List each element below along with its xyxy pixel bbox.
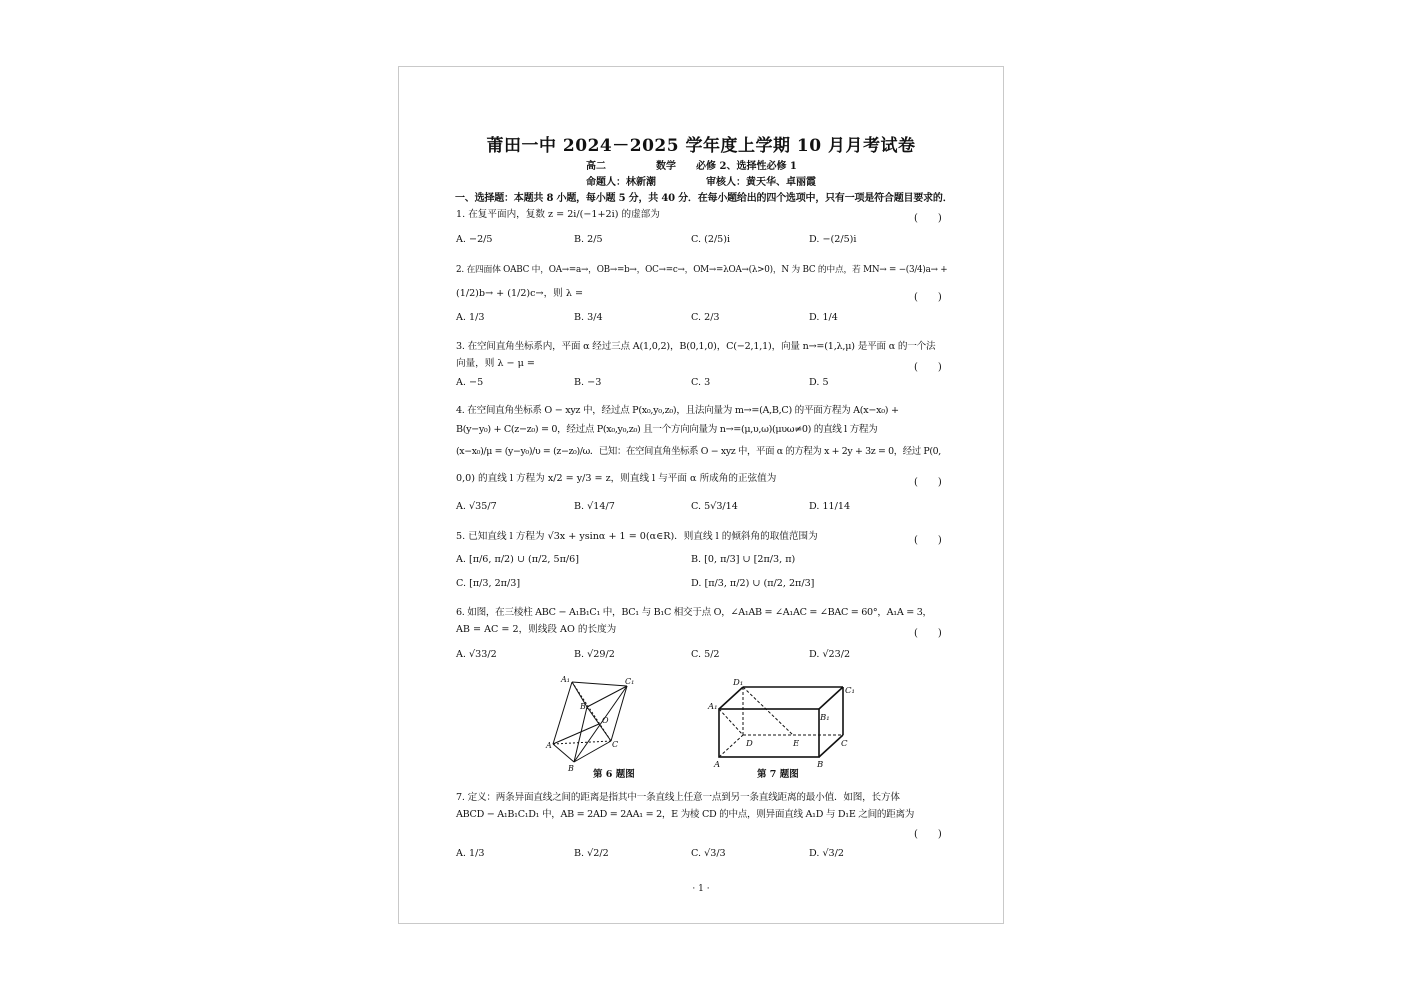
exam-page bbox=[398, 66, 1004, 924]
question-1-option-b: B. 2/5 bbox=[574, 234, 603, 245]
question-5-option-b: B. [0, π/3] ∪ [2π/3, π) bbox=[691, 554, 796, 565]
fig7-label-d: D bbox=[746, 739, 753, 749]
question-5-option-c: C. [π/3, 2π/3] bbox=[456, 578, 521, 589]
fig6-label-c: C bbox=[612, 740, 619, 749]
fig6-label-b: B bbox=[568, 764, 574, 772]
question-1-option-a: A. −2/5 bbox=[456, 234, 493, 245]
fig6-label-a: A bbox=[546, 741, 552, 750]
fig7-label-e: E bbox=[793, 739, 800, 749]
fig6-label-b1: B₁ bbox=[580, 702, 590, 711]
question-5-option-a: A. [π/6, π/2) ∪ (π/2, 5π/6] bbox=[456, 554, 580, 565]
question-7-option-a: A. 1/3 bbox=[456, 848, 485, 859]
answer-bracket: ( ) bbox=[914, 477, 942, 488]
question-7-line-2: ABCD − A₁B₁C₁D₁ 中，AB = 2AD = 2AA₁ = 2，E 为棱 CD 的中点，则异面直线 A₁D 与 D₁E 之间的距离为 bbox=[456, 809, 915, 820]
fig7-label-c1: C₁ bbox=[845, 686, 855, 696]
answer-bracket: ( ) bbox=[914, 829, 942, 840]
fig7-label-b: B bbox=[817, 760, 824, 770]
question-3-option-c: C. 3 bbox=[691, 377, 711, 388]
question-3-option-a: A. −5 bbox=[456, 377, 484, 388]
fig7-label-a1: A₁ bbox=[708, 702, 718, 712]
question-5-option-d: D. [π/3, π/2) ∪ (π/2, 2π/3] bbox=[691, 578, 815, 589]
question-5-line-1: 5. 已知直线 l 方程为 √3x + ysinα + 1 = 0(α∈R)．则直线 l 的倾斜角的取值范围为 bbox=[456, 531, 818, 542]
question-1-option-c: C. (2/5)i bbox=[691, 234, 731, 245]
figure-6-caption: 第 6 题图 bbox=[593, 769, 635, 780]
answer-bracket: ( ) bbox=[914, 362, 942, 373]
fig7-label-a: A bbox=[714, 760, 721, 770]
exam-info-line-2: 命题人：林新潮 审核人：黄天华、卓丽霞 bbox=[586, 177, 816, 188]
question-6-option-c: C. 5/2 bbox=[691, 649, 720, 660]
question-4-option-b: B. √14/7 bbox=[574, 501, 615, 512]
figure-7-caption: 第 7 题图 bbox=[757, 769, 799, 780]
question-6-option-d: D. √23/2 bbox=[809, 649, 851, 660]
question-4-line-2: B(y−y₀) + C(z−z₀) = 0，经过点 P(x₀,y₀,z₀) 且一个方向向量为 n→=(μ,υ,ω)(μυω≠0) 的直线 l 方程为 bbox=[456, 424, 878, 435]
fig7-label-d1: D₁ bbox=[733, 678, 744, 688]
question-1-option-d: D. −(2/5)i bbox=[809, 234, 857, 245]
question-3-option-b: B. −3 bbox=[574, 377, 602, 388]
figure-6-prism-diagram bbox=[539, 672, 649, 772]
question-2-line-1: 2. 在四面体 OABC 中，OA→=a→，OB→=b→，OC→=c→，OM→=λOA→(λ>0)，N 为 BC 的中点，若 MN→ = −(3/4)a→ + bbox=[456, 265, 948, 275]
question-3-option-d: D. 5 bbox=[809, 377, 829, 388]
question-7-option-d: D. √3/2 bbox=[809, 848, 845, 859]
question-6-line-2: AB = AC = 2，则线段 AO 的长度为 bbox=[456, 624, 617, 635]
question-6-line-1: 6. 如图，在三棱柱 ABC − A₁B₁C₁ 中，BC₁ 与 B₁C 相交于点 O，∠A₁AB = ∠A₁AC = ∠BAC = 60°，A₁A = 3， bbox=[456, 607, 932, 618]
exam-title: 莆田一中 2024－2025 学年度上学期 10 月月考试卷 bbox=[486, 136, 916, 156]
question-2-option-b: B. 3/4 bbox=[574, 312, 603, 323]
question-2-option-d: D. 1/4 bbox=[809, 312, 838, 323]
question-7-line-1: 7. 定义：两条异面直线之间的距离是指其中一条直线上任意一点到另一条直线距离的最小值．如图，长方体 bbox=[456, 792, 900, 803]
question-2-option-a: A. 1/3 bbox=[456, 312, 485, 323]
exam-info-line-1: 高二 数学 必修 2、选择性必修 1 bbox=[586, 161, 797, 172]
question-7-option-b: B. √2/2 bbox=[574, 848, 609, 859]
answer-bracket: ( ) bbox=[914, 213, 942, 224]
question-4-line-4: 0,0) 的直线 l 方程为 x/2 = y/3 = z，则直线 l 与平面 α 所成角的正弦值为 bbox=[456, 473, 777, 484]
question-2-option-c: C. 2/3 bbox=[691, 312, 720, 323]
fig6-label-o: O bbox=[602, 716, 609, 725]
answer-bracket: ( ) bbox=[914, 292, 942, 303]
fig6-label-c1: C₁ bbox=[625, 677, 635, 686]
question-3-line-1: 3. 在空间直角坐标系内，平面 α 经过三点 A(1,0,2)，B(0,1,0)，C(−2,1,1)，向量 n→=(1,λ,μ) 是平面 α 的一个法 bbox=[456, 341, 936, 352]
question-4-option-a: A. √35/7 bbox=[456, 501, 497, 512]
question-7-option-c: C. √3/3 bbox=[691, 848, 726, 859]
section-heading: 一、选择题：本题共 8 小题，每小题 5 分，共 40 分．在每小题给出的四个选项中，只有一项是符合题目要求的． bbox=[455, 193, 953, 204]
answer-bracket: ( ) bbox=[914, 628, 942, 639]
question-4-option-c: C. 5√3/14 bbox=[691, 501, 738, 512]
question-2-line-2: (1/2)b→ + (1/2)c→，则 λ = bbox=[456, 288, 583, 299]
figure-7-cuboid-diagram bbox=[705, 672, 865, 772]
fig7-label-c: C bbox=[841, 739, 848, 749]
question-6-option-b: B. √29/2 bbox=[574, 649, 615, 660]
question-6-option-a: A. √33/2 bbox=[456, 649, 497, 660]
question-4-line-1: 4. 在空间直角坐标系 O − xyz 中，经过点 P(x₀,y₀,z₀)，且法向量为 m→=(A,B,C) 的平面方程为 A(x−x₀) + bbox=[456, 405, 899, 416]
question-4-line-3: (x−x₀)/μ = (y−y₀)/υ = (z−z₀)/ω．已知：在空间直角坐标系 O − xyz 中，平面 α 的方程为 x + 2y + 3z = 0，经过 P(0, bbox=[456, 446, 941, 457]
question-3-line-2: 向量，则 λ − μ = bbox=[456, 358, 535, 369]
question-4-option-d: D. 11/14 bbox=[809, 501, 851, 512]
question-1-line-1: 1. 在复平面内，复数 z = 2i/(−1+2i) 的虚部为 bbox=[456, 209, 660, 220]
answer-bracket: ( ) bbox=[914, 535, 942, 546]
fig6-label-a1: A₁ bbox=[561, 675, 570, 684]
page-number: · 1 · bbox=[692, 884, 710, 894]
fig7-label-b1: B₁ bbox=[820, 713, 830, 723]
